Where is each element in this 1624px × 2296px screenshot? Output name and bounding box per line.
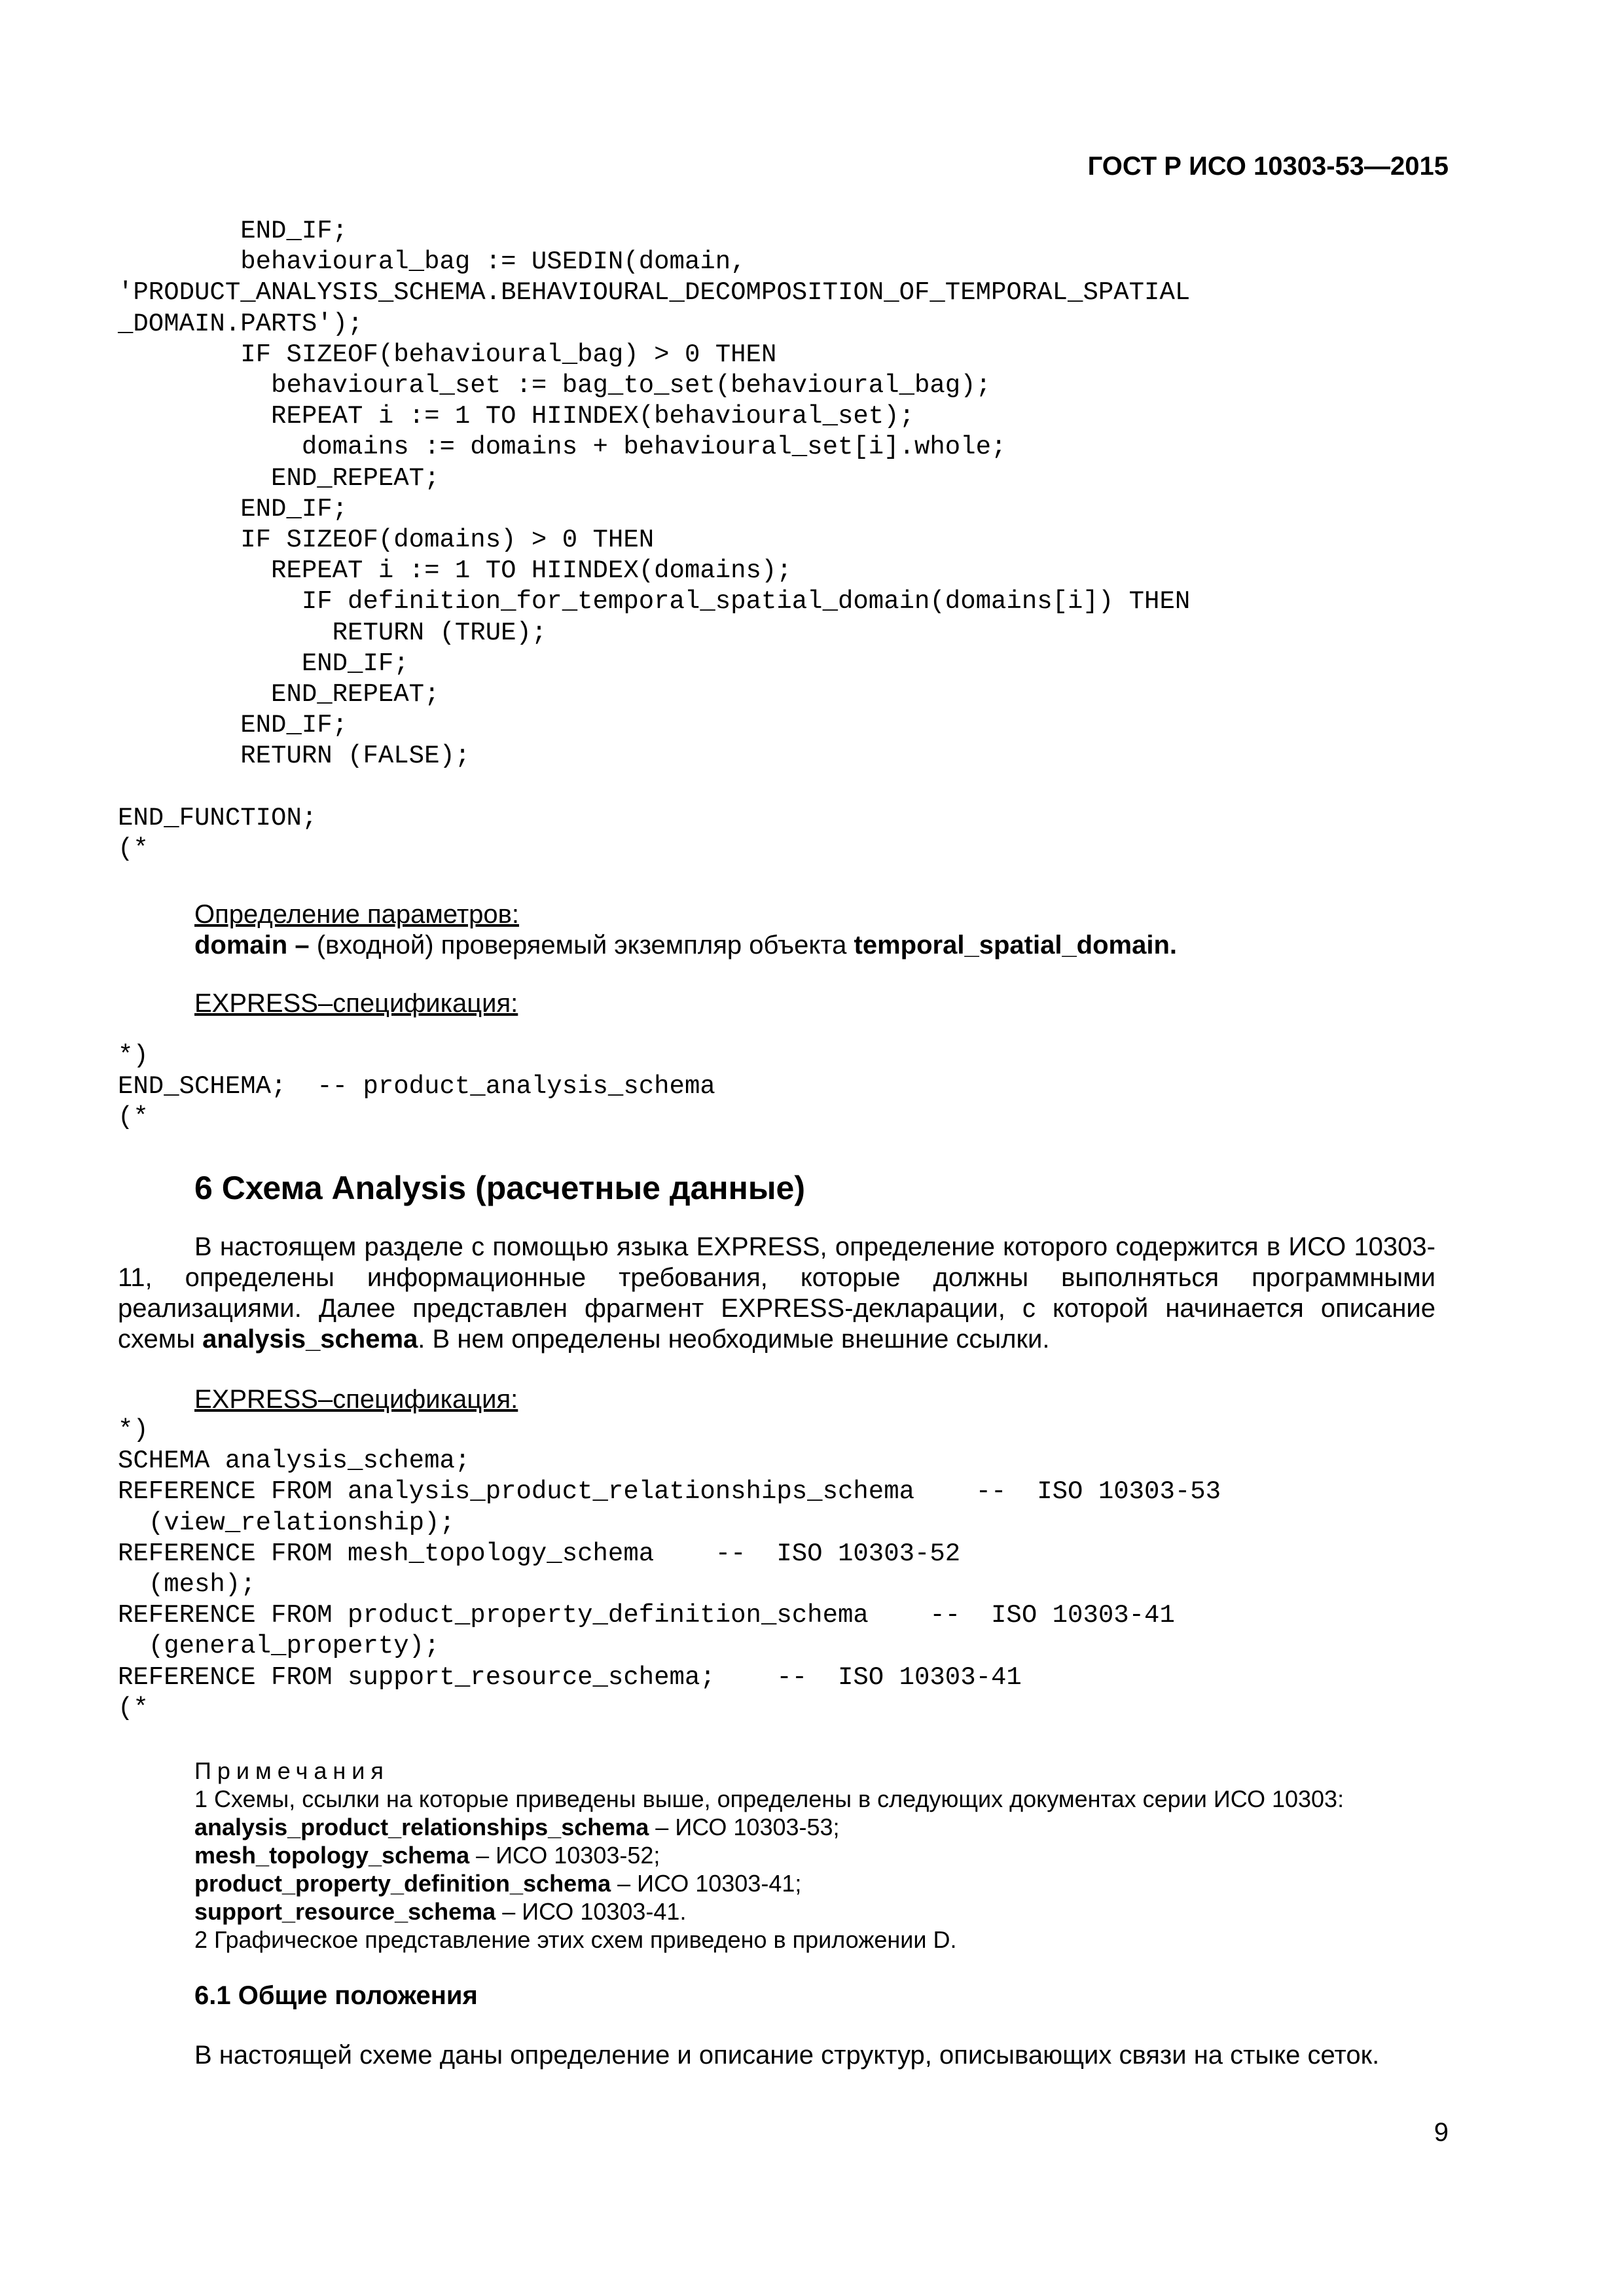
code-line: REFERENCE FROM support_resource_schema; -- ISO 10303-41 xyxy=(118,1662,1022,1692)
code-line: _DOMAIN.PARTS'); xyxy=(118,309,363,338)
express-code-block-function xyxy=(118,216,1190,865)
code-line: REPEAT i := 1 TO HIINDEX(behavioural_set); xyxy=(118,402,914,431)
section-6-paragraph xyxy=(118,1232,1435,1355)
code-line: 'PRODUCT_ANALYSIS_SCHEMA.BEHAVIOURAL_DECOMPOSITION_OF_TEMPORAL_SPATIAL xyxy=(118,278,1191,308)
code-line: (* xyxy=(118,1693,149,1723)
code-line: REPEAT i := 1 TO HIINDEX(domains); xyxy=(118,556,792,586)
parameter-domain-definition xyxy=(194,930,1177,961)
section-6-schema-name: analysis_schema xyxy=(202,1325,418,1354)
code-line: *) xyxy=(118,1416,149,1444)
section-6-text-part2: . В нем определены необходимые внешние ссылки. xyxy=(418,1325,1050,1354)
parameters-heading: Определение параметров: xyxy=(194,900,520,929)
code-line: END_FUNCTION; xyxy=(118,803,317,833)
code-line: REFERENCE FROM analysis_product_relationships_schema -- ISO 10303-53 xyxy=(118,1477,1221,1507)
code-line: behavioural_bag := USEDIN(domain, xyxy=(118,247,746,277)
note-1-item xyxy=(194,1813,840,1841)
code-line: REFERENCE FROM product_property_definition_schema -- ISO 10303-41 xyxy=(118,1601,1175,1630)
express-spec-label-2: EXPRESS–спецификация: xyxy=(194,1385,518,1414)
code-line: behavioural_set := bag_to_set(behavioural_bag); xyxy=(118,371,992,401)
code-line: *) xyxy=(118,1041,149,1070)
note-1-item xyxy=(194,1841,660,1869)
parameter-dash: – xyxy=(287,931,317,960)
code-line: REFERENCE FROM mesh_topology_schema -- ISO 10303-52 xyxy=(118,1539,961,1568)
section-6-1-heading: 6.1 Общие положения xyxy=(194,1981,478,2010)
note-schema-ref: – ИСО 10303-41. xyxy=(496,1898,687,1925)
code-line: (general_property); xyxy=(118,1632,440,1661)
code-line: END_IF; xyxy=(118,217,348,245)
parameter-name: domain xyxy=(194,931,288,960)
note-1-item xyxy=(194,1897,686,1926)
code-line: IF SIZEOF(behavioural_bag) > 0 THEN xyxy=(118,340,777,369)
code-line: RETURN (FALSE); xyxy=(118,742,471,771)
code-line: END_IF; xyxy=(118,494,348,524)
code-line: END_REPEAT; xyxy=(118,463,440,493)
code-line: END_REPEAT; xyxy=(118,680,440,709)
express-code-block-end-schema xyxy=(118,1041,715,1134)
code-line: END_SCHEMA; -- product_analysis_schema xyxy=(118,1072,715,1102)
parameter-description: (входной) проверяемый экземпляр объекта xyxy=(316,931,854,960)
note-schema-name: support_resource_schema xyxy=(194,1898,496,1925)
code-line: IF SIZEOF(domains) > 0 THEN xyxy=(118,526,655,555)
parameter-entity: temporal_spatial_domain. xyxy=(854,931,1178,960)
code-line: (* xyxy=(118,834,149,864)
code-line: IF definition_for_temporal_spatial_domain(domains[i]) THEN xyxy=(118,587,1191,617)
code-line: END_IF; xyxy=(118,711,348,740)
section-6-1-paragraph: В настоящей схеме даны определение и описание структур, описывающих связи на стыке сеток. xyxy=(194,2041,1380,2070)
express-code-block-schema xyxy=(118,1415,1221,1724)
note-schema-ref: – ИСО 10303-41; xyxy=(611,1870,802,1897)
note-schema-name: mesh_topology_schema xyxy=(194,1842,470,1869)
document-header: ГОСТ Р ИСО 10303-53—2015 xyxy=(1087,152,1449,181)
note-1-item xyxy=(194,1869,801,1897)
notes-title: Примечания xyxy=(194,1757,389,1784)
code-line: (view_relationship); xyxy=(118,1508,455,1537)
express-spec-label-1: EXPRESS–спецификация: xyxy=(194,989,518,1018)
code-line: END_IF; xyxy=(118,649,409,678)
note-1-intro: 1 Схемы, ссылки на которые приведены выше, определены в следующих документах серии ИСО 10303: xyxy=(194,1785,1344,1812)
note-schema-ref: – ИСО 10303-53; xyxy=(649,1814,840,1840)
section-6-text-part1: В настоящем разделе с помощью языка EXPRESS, определение которого содержится в ИСО 10303-11, определены информационные требования, которые должны выполняться программными реализациями. Далее представлен фрагмент EXPRESS-декларации, с которой начинается описание схемы xyxy=(118,1232,1435,1354)
note-2: 2 Графическое представление этих схем приведено в приложении D. xyxy=(194,1926,957,1953)
code-line: (mesh); xyxy=(118,1570,256,1600)
code-line: RETURN (TRUE); xyxy=(118,618,547,647)
note-schema-name: product_property_definition_schema xyxy=(194,1870,611,1897)
note-schema-ref: – ИСО 10303-52; xyxy=(469,1842,660,1869)
section-6-heading: 6 Схема Analysis (расчетные данные) xyxy=(194,1170,805,1206)
code-line: domains := domains + behavioural_set[i].whole; xyxy=(118,433,1007,462)
code-line: (* xyxy=(118,1103,149,1132)
page-number: 9 xyxy=(1434,2118,1449,2147)
note-schema-name: analysis_product_relationships_schema xyxy=(194,1814,649,1840)
code-line: SCHEMA analysis_schema; xyxy=(118,1446,471,1476)
